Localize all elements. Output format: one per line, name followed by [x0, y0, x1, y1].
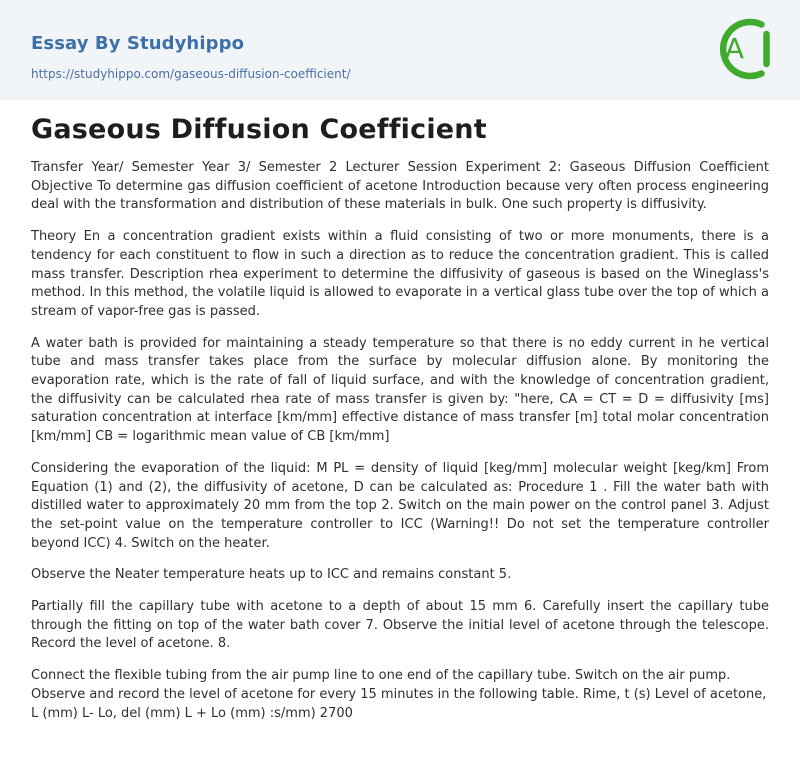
paragraph-theory: Theory En a concentration gradient exists within a fluid consisting of two or more monuments, there is a tendency for each constituent to flow in such a direction as to reduce the concentration gradient. This is called mass transfer. Description rhea experiment to determine the diffusivity of gaseous is based on the Wineglass's method. In this method, the volatile liquid is allowed to evaporate in a vertical glass tube over the top of which a stream of vapor-free gas is passed. — [31, 229, 769, 319]
site-header — [0, 0, 800, 100]
paragraph-observe: Observe the Neater temperature heats up to ICC and remains constant 5. — [31, 567, 512, 583]
paragraph-objective: Transfer Year/ Semester Year 3/ Semester 2 Lecturer Session Experiment 2: Gaseous Diffusion Coefficient Objective To determine gas diffusion coefficient of acetone Introduction because very often process engineering deal with the transformation and distribution of these materials in bulk. One such property is diffusivity. — [31, 160, 769, 213]
article-url-link[interactable]: https://studyhippo.com/gaseous-diffusion-coefficient/ — [31, 67, 351, 81]
logo-letter: A — [724, 32, 745, 65]
paragraph-water-bath: A water bath is provided for maintaining a steady temperature so that there is no eddy current in he vertical tube and mass transfer takes place from the surface by molecular diffusion alone. By monitoring the evaporation rate, which is the rate of fall of liquid surface, and with the knowledge of concentration gradient, the diffusivity can be calculated rhea rate of mass transfer is given by: "here, CA = CT = D = diffusivity [ms] saturation concentration at interface [km/mm] effective distance of mass transfer [m] total molar concentration [km/mm] CB = logarithmic mean value of CB [km/mm] — [31, 335, 769, 445]
paragraph-air-pump: Connect the flexible tubing from the air pump line to one end of the capillary tube. Switch on the air pump. Observe and record the level of acetone for every 15 minutes in the following table. Rime, t (s) Level of acetone, L (mm) L- Lo, del (mm) L + Lo (mm) :s/mm) 2700 — [31, 668, 767, 721]
paragraph-capillary: Partially fill the capillary tube with acetone to a depth of about 15 mm 6. Carefully insert the capillary tube through the fitting on top of the water bath cover 7. Observe the initial level of acetone through the telescope. Record the level of acetone. 8. — [31, 599, 769, 652]
article-body — [0, 114, 800, 723]
paragraph-procedure: Considering the evaporation of the liquid: M PL = density of liquid [keg/mm] molecular weight [keg/km] From Equation (1) and (2), the diffusivity of acetone, D can be calculated as: Procedure 1 . Fill the water bath with distilled water to approximately 20 mm from the top 2. Switch on the main power on the control panel 3. Adjust the set-point value on the temperature controller to ICC (Warning!! Do not set the temperature controller beyond ICC) 4. Switch on the heater. — [31, 460, 769, 551]
article-title: Gaseous Diffusion Coefficient — [31, 114, 487, 145]
studyhippo-logo-icon[interactable] — [711, 14, 771, 84]
site-brand[interactable]: Essay By Studyhippo — [31, 33, 245, 54]
